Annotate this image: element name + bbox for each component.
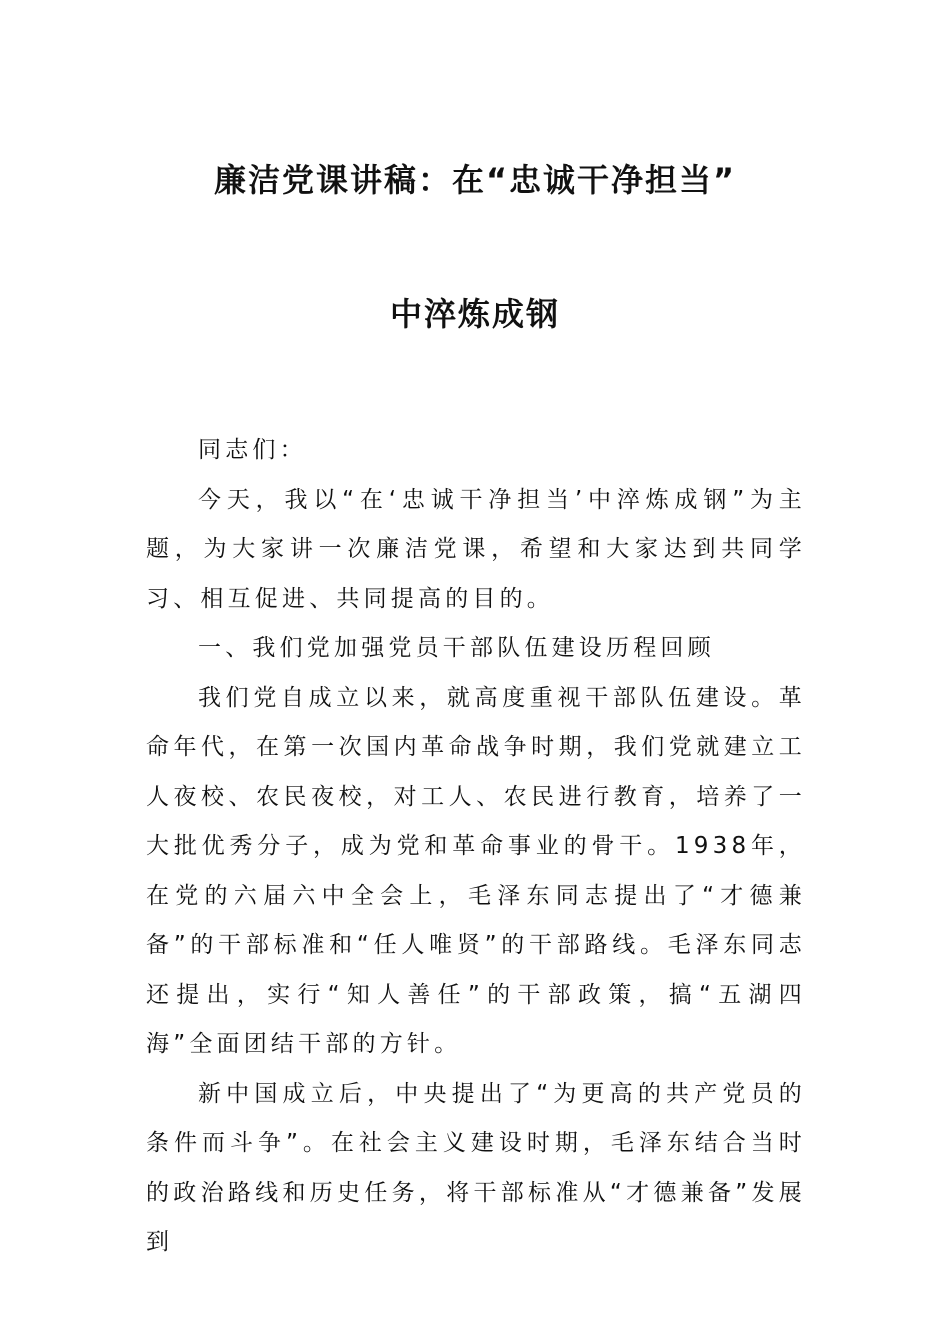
document-body: [146, 426, 806, 1268]
document-title-line-1: 廉洁党课讲稿：在“忠诚干净担当”: [213, 161, 737, 199]
intro-paragraph: 今天，我以“在‘忠诚干净担当’中淬炼成钢”为主题，为大家讲一次廉洁党课，希望和大家达到共同学习、相互促进、共同提高的目的。: [146, 486, 806, 612]
post-1949-paragraph: 新中国成立后，中央提出了“为更高的共产党员的条件而斗争”。在社会主义建设时期，毛泽东结合当时的政治路线和历史任务，将干部标准从“才德兼备”发展到: [146, 1080, 806, 1255]
section-heading: 一、我们党加强党员干部队伍建设历程回顾: [198, 635, 715, 661]
history-paragraph: 我们党自成立以来，就高度重视干部队伍建设。革命年代，在第一次国内革命战争时期，我们党就建立工人夜校、农民夜校，对工人、农民进行教育，培养了一大批优秀分子，成为党和革命事业的骨干。1938年，在党的六届六中全会上，毛泽东同志提出了“才德兼备”的干部标准和“任人唯贤”的干部路线。毛泽东同志还提出，实行“知人善任”的干部政策，搞“五湖四海”全面团结干部的方针。: [146, 684, 806, 1057]
salutation-paragraph: 同志们：: [198, 437, 307, 463]
document-title-line-2: 中淬炼成钢: [389, 295, 560, 333]
